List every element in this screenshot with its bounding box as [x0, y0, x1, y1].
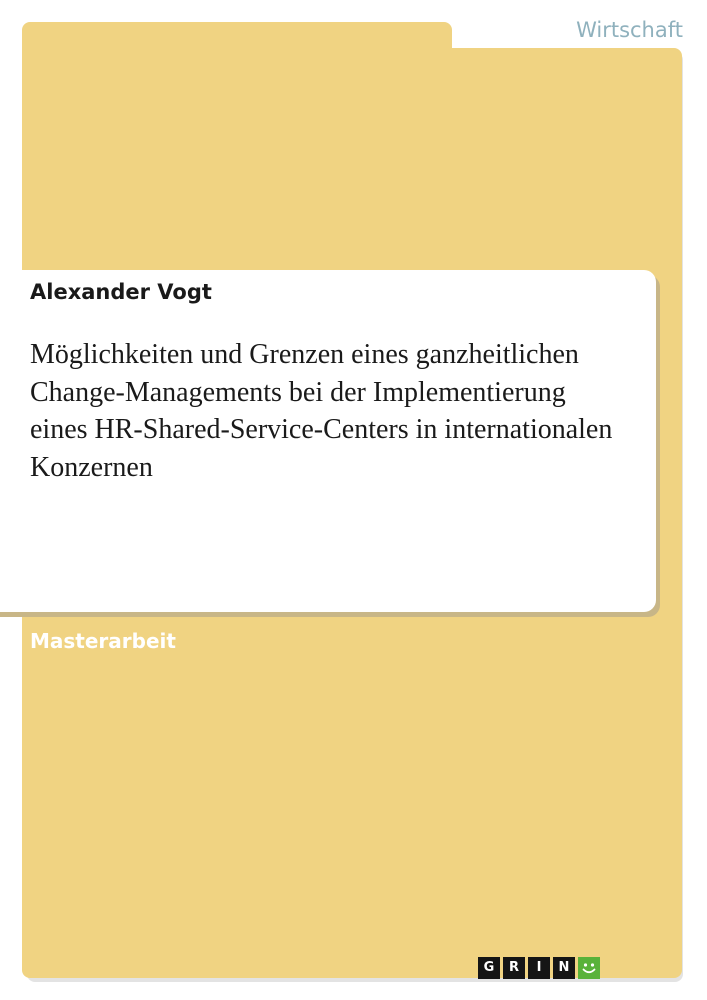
- logo-letter-g: G: [478, 957, 500, 979]
- smile-icon: [578, 957, 600, 979]
- author-name: Alexander Vogt: [30, 280, 212, 304]
- publisher-logo: [478, 957, 600, 979]
- category-label: Wirtschaft: [576, 18, 683, 42]
- book-title: Möglichkeiten und Grenzen eines ganzheitlichen Change-Managements bei der Implementierung eines HR-Shared-Service-Centers in internationalen Konzernen: [30, 339, 613, 483]
- logo-letter-r: R: [503, 957, 525, 979]
- logo-letter-i: I: [528, 957, 550, 979]
- document-type: Masterarbeit: [30, 629, 176, 653]
- logo-letter-n: N: [553, 957, 575, 979]
